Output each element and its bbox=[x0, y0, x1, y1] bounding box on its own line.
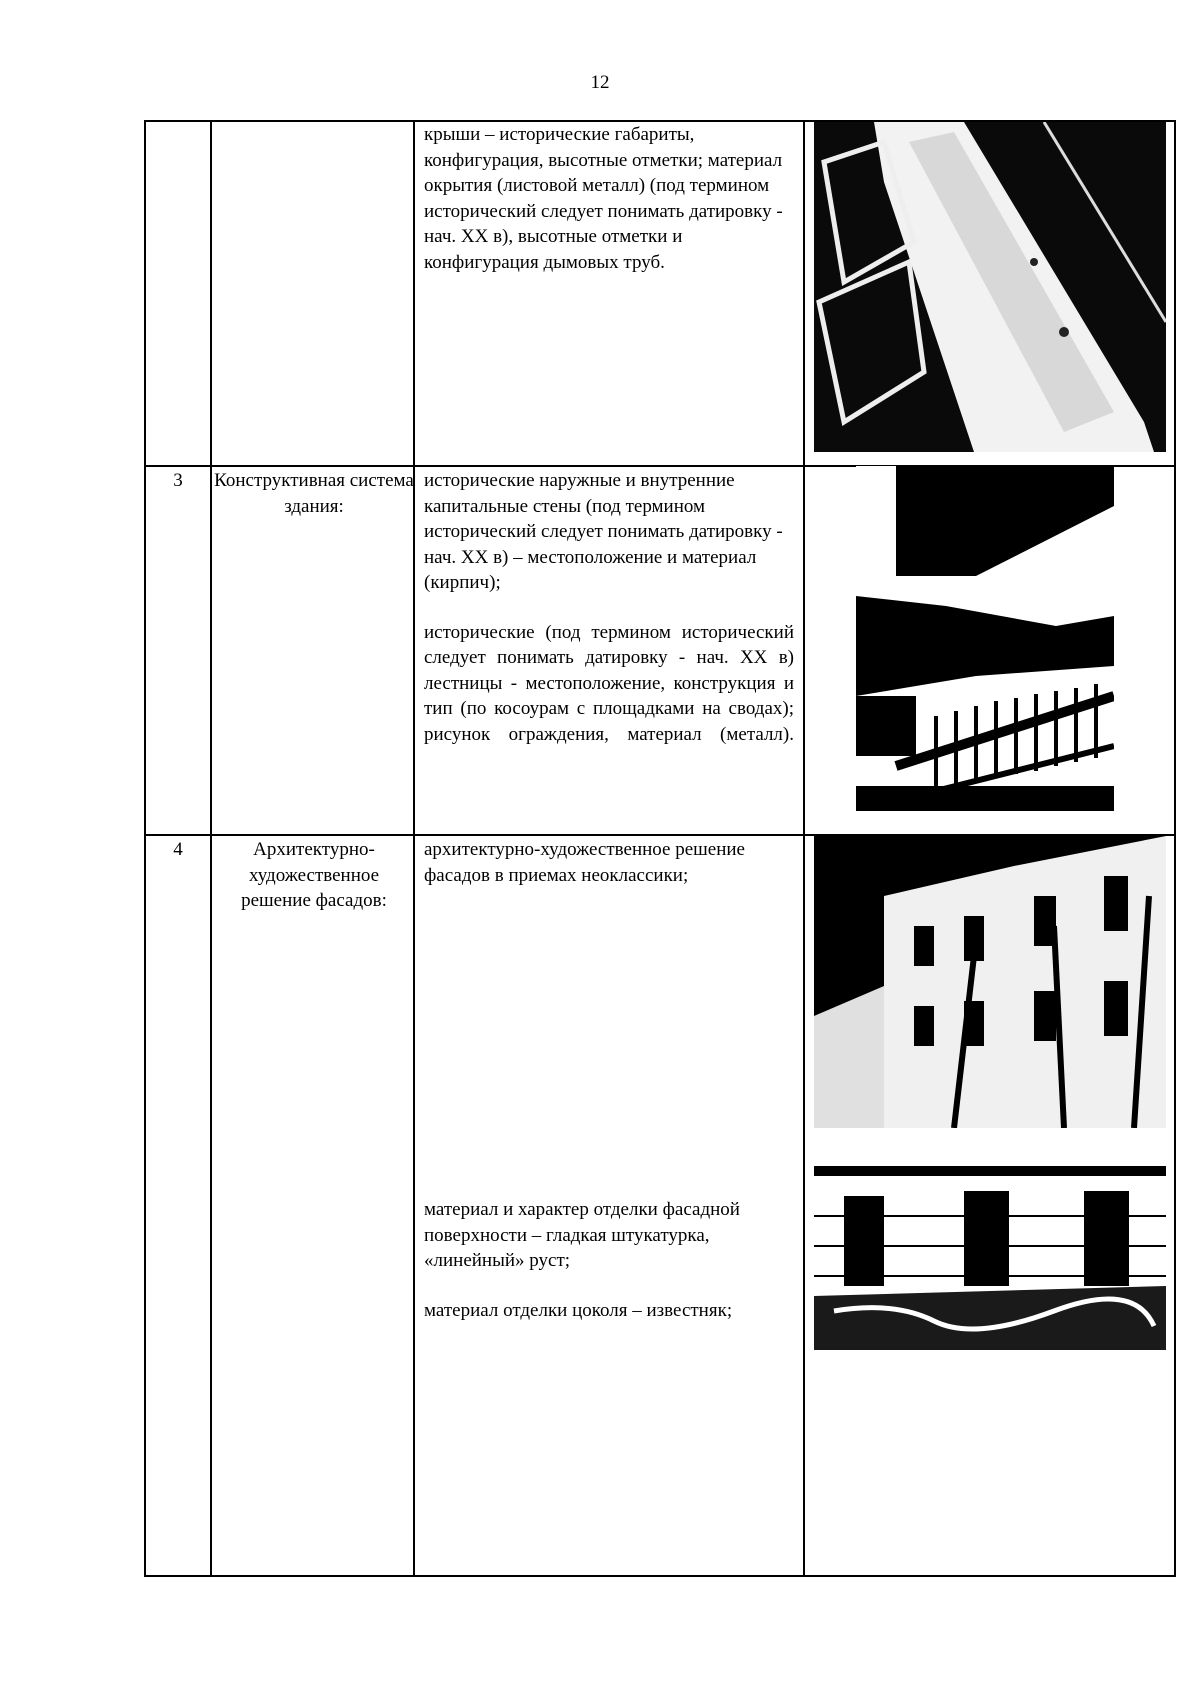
row-4-paragraph-1: архитектурно-художественное решение фасадов в приемах неоклассики; bbox=[424, 839, 745, 886]
staircase-photo bbox=[856, 466, 1114, 811]
row-4-paragraph-2: материал и характер отделки фасадной поверхности – гладкая штукатурка, «линейный» руст; bbox=[424, 1199, 740, 1271]
plinth-photo bbox=[814, 1136, 1166, 1350]
row-3-name: Конструктивная система здания: bbox=[214, 470, 414, 517]
row-3-description bbox=[424, 468, 794, 747]
row-4-name: Архитектурно-художественное решение фасадов: bbox=[241, 839, 387, 911]
row-3-number: 3 bbox=[173, 470, 183, 491]
row-3-paragraph-1: исторические наружные и внутренние капитальные стены (под термином исторический следует понимать датировку - нач. XX в) – местоположение и материал (кирпич); bbox=[424, 470, 783, 593]
row-3-paragraph-2: исторические (под термином исторический следует понимать датировку - нач. XX в) лестницы - местоположение, конструкция и тип (по косоурам с площадками на сводах); рисунок ограждения, материал (металл). bbox=[424, 621, 794, 745]
row-1-paragraph-1: крыши – исторические габариты, конфигурация, высотные отметки; материал окрытия (листовой металл) (под термином исторический следует понимать датировку - нач. XX в), высотные отметки и конфигурация дымовых труб. bbox=[424, 124, 783, 273]
heritage-table bbox=[144, 120, 1176, 1577]
row-4-description-lower bbox=[424, 1197, 794, 1323]
row-4-paragraph-3: материал отделки цоколя – известняк; bbox=[424, 1299, 733, 1321]
page-number: 12 bbox=[590, 72, 610, 93]
row-1-description bbox=[424, 122, 794, 275]
roof-aerial-photo bbox=[814, 122, 1166, 452]
row-4-number: 4 bbox=[173, 839, 183, 860]
row-4-description bbox=[424, 837, 794, 888]
facade-photo bbox=[814, 836, 1166, 1128]
